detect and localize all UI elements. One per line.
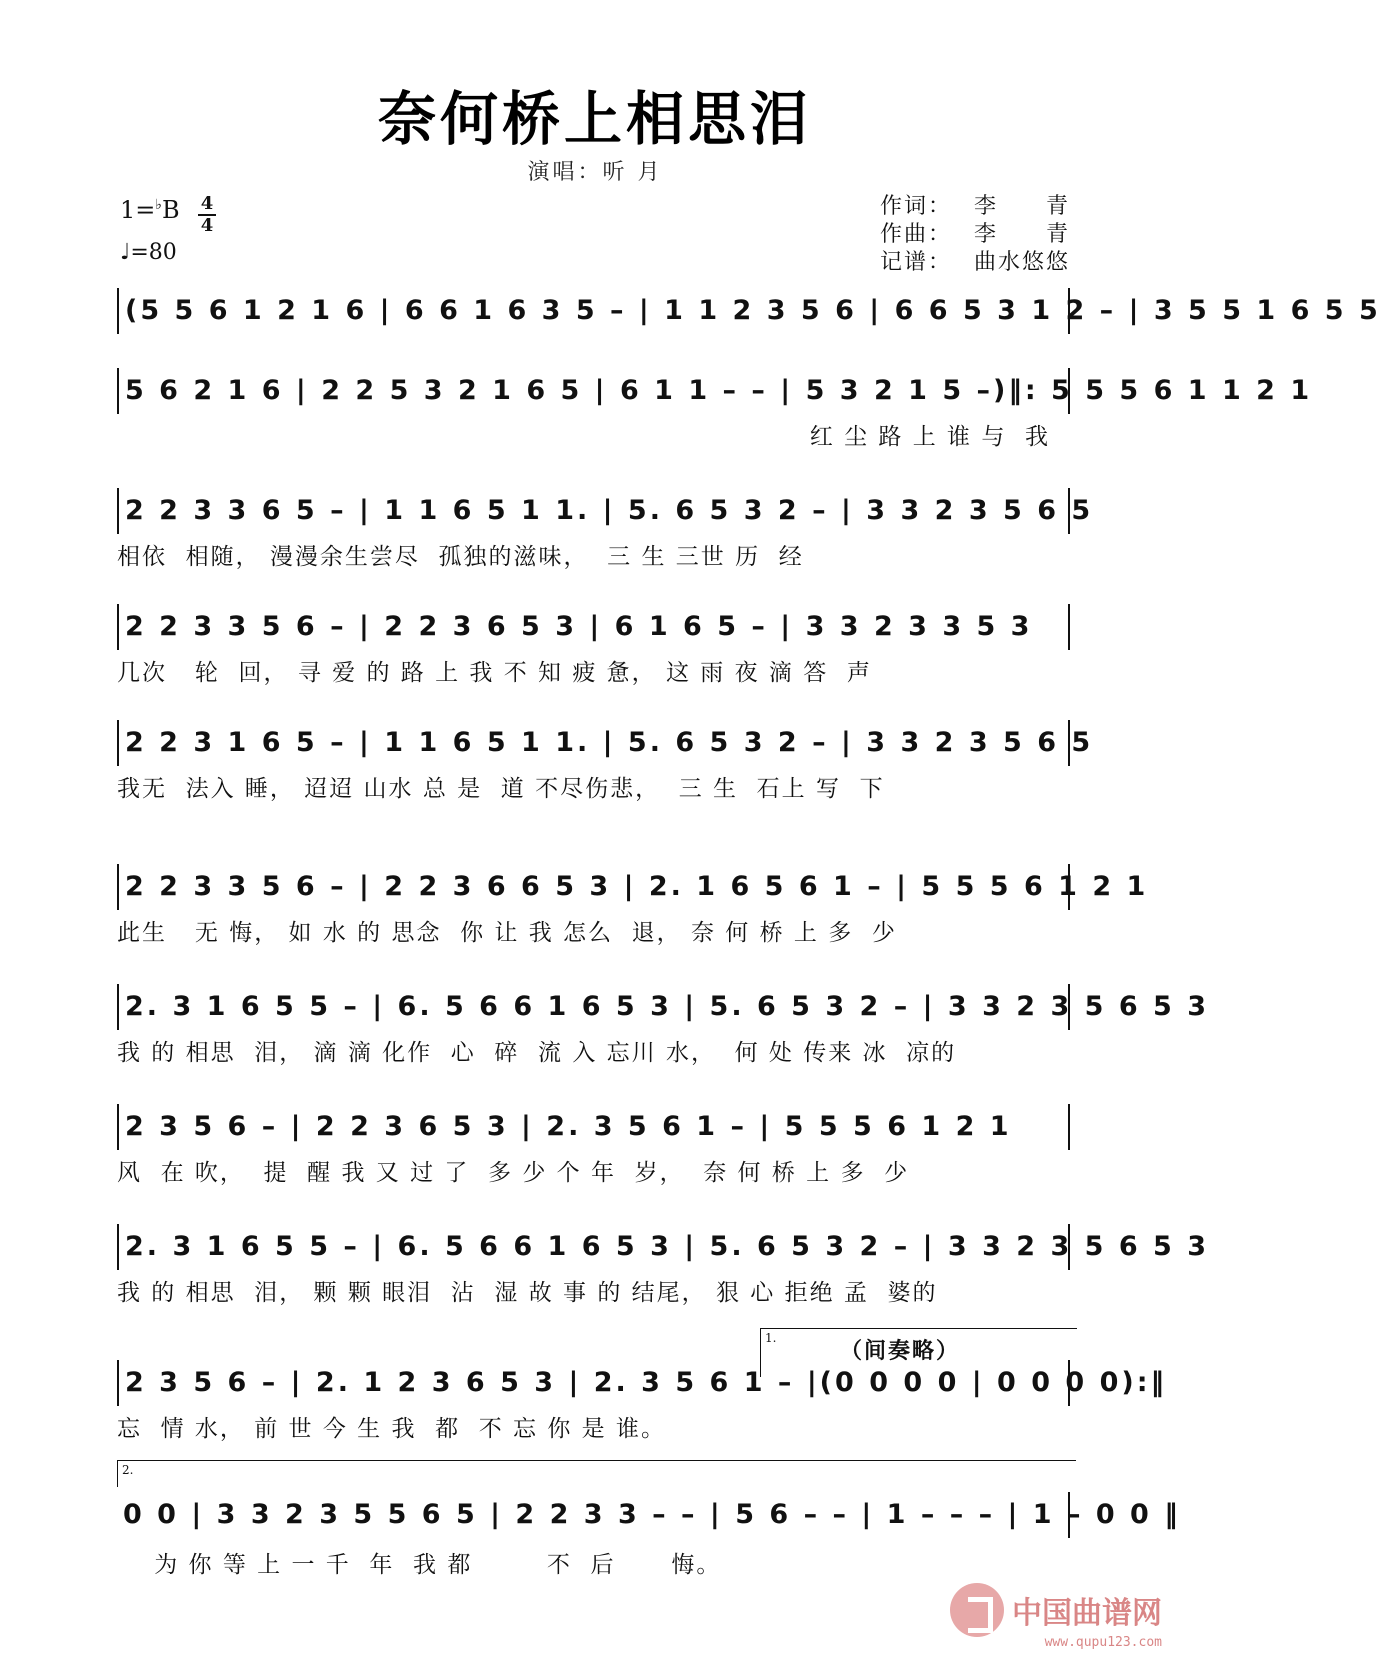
lyric-line: 此生 无 悔， 如 水 的 思念 你 让 我 怎么 退， 奈 何 桥 上 多 少 (117, 920, 897, 946)
lyric-line: 红 尘 路 上 谁 与 我 (809, 424, 1050, 450)
score-system-notes: 5 6 2 1 6 | 2 2 5 3 2 1 6 5 | 6 1 1 – – | 5 3 2 1 5 –)‖: 5 5 5 6 1 1 2 1 (117, 368, 1070, 414)
score-system-notes: 2. 3 1 6 5 5 – | 6. 5 6 6 1 6 5 3 | 5. 6 5 3 2 – | 3 3 2 3 5 6 5 3 (117, 984, 1070, 1030)
credit-label: 作曲： (880, 222, 953, 247)
credit-transcriber (880, 249, 1070, 277)
singer-line: 演唱：听 月 (527, 160, 663, 185)
credit-lyricist (880, 193, 1070, 221)
lyric-line: 为 你 等 上 一 千 年 我 都 不 后 悔。 (117, 1552, 722, 1578)
key-signature (120, 196, 180, 224)
volta-number: 1. (765, 1331, 777, 1345)
score-system-notes: 2 2 3 3 6 5 – | 1 1 6 5 1 1. | 5. 6 5 3 2 – | 3 3 2 3 5 6 5 (117, 488, 1070, 534)
tempo-marking: ♩=80 (120, 240, 177, 265)
credit-label: 记谱： (880, 250, 953, 275)
score-system-notes: 2 2 3 3 5 6 – | 2 2 3 6 5 3 | 6 1 6 5 – | 3 3 2 3 3 5 3 (117, 604, 1070, 650)
lyric-line: 风 在 吹， 提 醒 我 又 过 了 多 少 个 年 岁， 奈 何 桥 上 多 少 (117, 1160, 910, 1186)
lyric-line: 我 的 相思 泪， 滴 滴 化作 心 碎 流 入 忘川 水， 何 处 传来 冰 凉的 (117, 1040, 957, 1066)
score-system-notes: 2 2 3 1 6 5 – | 1 1 6 5 1 1. | 5. 6 5 3 2 – | 3 3 2 3 5 6 5 (117, 720, 1070, 766)
credits-block (880, 193, 1070, 277)
lyric-line: 忘 情 水， 前 世 今 生 我 都 不 忘 你 是 谁。 (117, 1416, 666, 1442)
lyric-line: 我 的 相思 泪， 颗 颗 眼泪 沾 湿 故 事 的 结尾， 狠 心 拒绝 孟 婆的 (117, 1280, 938, 1306)
score-system-notes: 2. 3 1 6 5 5 – | 6. 5 6 6 1 6 5 3 | 5. 6 5 3 2 – | 3 3 2 3 5 6 5 3 (117, 1224, 1070, 1270)
flat-sign: ♭ (155, 197, 162, 213)
credit-label: 作词： (880, 194, 953, 219)
credit-name: 曲水悠悠 (973, 250, 1070, 275)
score-system-notes: (5 5 6 1 2 1 6 | 6 6 1 6 3 5 – | 1 1 2 3 5 6 | 6 6 5 3 1 2 – | 3 5 5 1 6 5 5 (117, 288, 1070, 334)
time-signature (198, 194, 216, 236)
time-signature-top: 4 (200, 193, 214, 214)
key-note: B (162, 196, 180, 224)
song-title: 奈何桥上相思泪 (377, 85, 812, 153)
lyric-line: 几次 轮 回， 寻 爱 的 路 上 我 不 知 疲 惫， 这 雨 夜 滴 答 声 (117, 660, 872, 686)
time-signature-bottom: 4 (200, 215, 214, 236)
credit-name: 李 青 (973, 222, 1070, 247)
interlude-note: （间奏略） (840, 1338, 961, 1364)
watermark-text: 中国曲谱网 (1012, 1596, 1162, 1631)
key-prefix: 1= (120, 196, 156, 224)
lyric-line: 我无 法入 睡， 迢迢 山水 总 是 道 不尽伤悲， 三 生 石上 写 下 (117, 776, 885, 802)
score-system-notes: 0 0 | 3 3 2 3 5 5 6 5 | 2 2 3 3 – – | 5 6 – – | 1 – – – | 1 – 0 0 ‖ (117, 1492, 1070, 1538)
score-system-notes: 2 2 3 3 5 6 – | 2 2 3 6 6 5 3 | 2. 1 6 5 6 1 – | 5 5 5 6 1 2 1 (117, 864, 1070, 910)
score-system-notes: 2 3 5 6 – | 2. 1 2 3 6 5 3 | 2. 3 5 6 1 – |(0 0 0 0 | 0 0 0 0):‖ (117, 1360, 1070, 1406)
credit-name: 李 青 (973, 194, 1070, 219)
site-watermark (950, 1583, 1162, 1650)
score-system-notes: 2 3 5 6 – | 2 2 3 6 5 3 | 2. 3 5 6 1 – | 5 5 5 6 1 2 1 (117, 1104, 1070, 1150)
credit-composer (880, 221, 1070, 249)
watermark-url: www.qupu123.com (1044, 1635, 1162, 1650)
volta-number: 2. (122, 1463, 134, 1477)
site-logo-icon (950, 1583, 1004, 1637)
lyric-line: 相依 相随， 漫漫余生尝尽 孤独的滋味， 三 生 三世 历 经 (117, 544, 804, 570)
volta-bracket-2 (117, 1460, 1076, 1487)
